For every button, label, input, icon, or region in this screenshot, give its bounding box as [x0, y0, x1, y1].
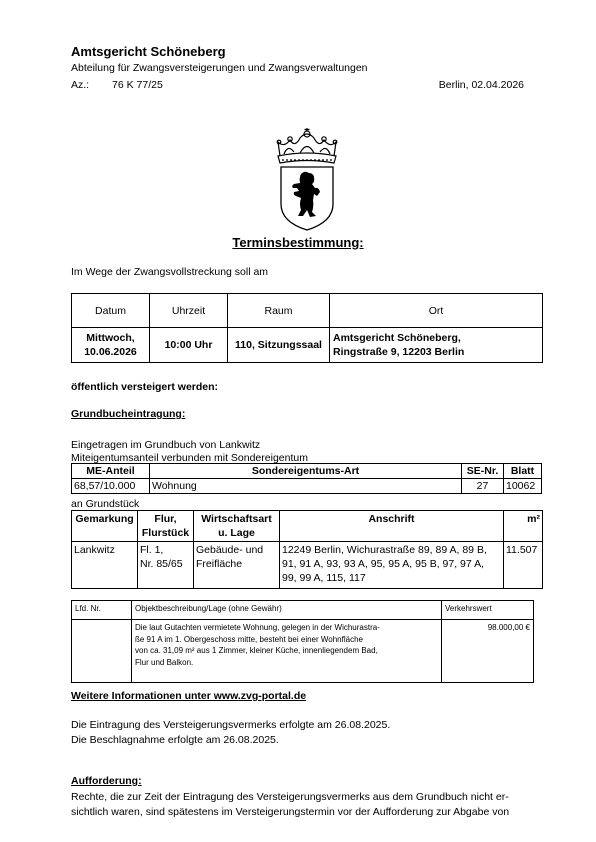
desc-line-1: Die laut Gutachten vermietete Wohnung, gelegen in der Wichurastra-	[135, 623, 380, 632]
an-grundstueck: an Grundstück	[71, 498, 140, 510]
page-title: Terminsbestimmung:	[232, 235, 364, 250]
header-wirt-1: Wirtschaftsart	[201, 513, 272, 525]
appointment-room: 110, Sitzungssaal	[228, 328, 330, 363]
header-flur	[138, 511, 194, 542]
header-wirtschaftsart	[194, 511, 280, 542]
share-table	[71, 463, 542, 494]
header-se-art: Sondereigentums-Art	[150, 464, 462, 479]
desc-line-4: Flur und Balkon.	[135, 657, 194, 667]
blatt: 10062	[504, 479, 542, 494]
header-verkehrswert: Verkehrswert	[442, 601, 534, 620]
plot-header-row	[72, 511, 543, 542]
header-datum: Datum	[72, 294, 150, 328]
desc-line-3: von ca. 31,09 m² aus 1 Zimmer, kleiner Küche, innenliegendem Bad,	[135, 646, 378, 655]
flur-1: Fl. 1,	[140, 544, 164, 556]
area-m2: 11.507	[504, 542, 543, 589]
place-address: Ringstraße 9, 12203 Berlin	[333, 346, 465, 358]
berlin-crest-icon	[272, 126, 342, 232]
appointment-row	[72, 328, 543, 363]
anschrift-2: 91, 91 A, 93, 93 A, 95, 95 A, 95 B, 97, 97 A,	[282, 558, 484, 570]
more-info-link[interactable]: Weitere Informationen unter www.zvg-portal.de	[71, 690, 307, 702]
header-ort: Ort	[330, 294, 543, 328]
share-header-row	[72, 464, 542, 479]
appointment-time: 10:00 Uhr	[150, 328, 228, 363]
object-header-row	[72, 601, 534, 620]
lfd-nr	[72, 620, 132, 683]
object-description	[132, 620, 442, 683]
gemarkung: Lankwitz	[72, 542, 138, 589]
header-raum: Raum	[228, 294, 330, 328]
place-date: Berlin, 02.04.2026	[438, 79, 524, 91]
entry-note-1: Die Eintragung des Versteigerungsvermerks erfolgte am 26.08.2025.	[71, 719, 391, 731]
flurstueck	[138, 542, 194, 589]
case-number	[71, 79, 163, 91]
court-name: Amtsgericht Schöneberg	[71, 44, 226, 59]
se-nr: 27	[462, 479, 504, 494]
se-art: Wohnung	[150, 479, 462, 494]
auction-statement: öffentlich versteigert werden:	[71, 381, 219, 393]
wirtschaftsart	[194, 542, 280, 589]
header-objektbeschreibung: Objektbeschreibung/Lage (ohne Gewähr)	[132, 601, 442, 620]
header-m2: m²	[504, 511, 543, 542]
department: Abteilung für Zwangsversteigerungen und Zwangsverwaltungen	[71, 62, 368, 74]
case-number-label: Az.:	[71, 79, 90, 91]
market-value: 98.000,00 €	[442, 620, 534, 683]
object-row	[72, 620, 534, 683]
anschrift-1: 12249 Berlin, Wichurastraße 89, 89 A, 89 B,	[282, 544, 487, 556]
object-table	[71, 600, 534, 683]
register-line-2: Miteigentumsanteil verbunden mit Sondereigentum	[71, 452, 308, 464]
share-row	[72, 479, 542, 494]
wirt-2: Freifläche	[196, 558, 243, 570]
anschrift	[280, 542, 504, 589]
appointment-date	[72, 328, 150, 363]
plot-table	[71, 510, 543, 589]
aufforderung-line-1: Rechte, die zur Zeit der Eintragung des Versteigerungsvermerks aus dem Grundbuch nicht er-	[71, 791, 509, 803]
register-line-1: Eingetragen im Grundbuch von Lankwitz	[71, 439, 261, 451]
entry-note-2: Die Beschlagnahme erfolgte am 26.08.2025.	[71, 734, 279, 746]
anschrift-3: 99, 99 A, 115, 117	[282, 572, 366, 584]
appointment-table	[71, 293, 543, 363]
date-value: 10.06.2026	[84, 346, 137, 358]
header-flur-1: Flur,	[154, 513, 177, 525]
header-flur-2: Flurstück	[141, 527, 190, 539]
flur-2: Nr. 85/65	[140, 558, 183, 570]
appointment-header-row	[72, 294, 543, 328]
header-me-anteil: ME-Anteil	[72, 464, 150, 479]
aufforderung-line-2: sichtlich waren, sind spätestens im Versteigerungstermin vor der Aufforderung zur Abgabe von	[71, 806, 510, 818]
header-se-nr: SE-Nr.	[462, 464, 504, 479]
date-weekday: Mittwoch,	[86, 332, 135, 344]
header-lfd-nr: Lfd. Nr.	[72, 601, 132, 620]
grundbuch-heading: Grundbucheintragung:	[71, 408, 186, 420]
header-gemarkung: Gemarkung	[72, 511, 138, 542]
header-uhrzeit: Uhrzeit	[150, 294, 228, 328]
case-number-value: 76 K 77/25	[112, 79, 163, 91]
header-blatt: Blatt	[504, 464, 542, 479]
header-anschrift: Anschrift	[280, 511, 504, 542]
desc-line-2: ße 91 A im 1. Obergeschoss mitte, besteht bei einer Wohnfläche	[135, 634, 363, 644]
place-court: Amtsgericht Schöneberg,	[333, 332, 461, 344]
wirt-1: Gebäude- und	[196, 544, 264, 556]
appointment-place	[330, 328, 543, 363]
plot-row	[72, 542, 543, 589]
header-wirt-2: u. Lage	[218, 527, 255, 539]
intro-text: Im Wege der Zwangsvollstreckung soll am	[71, 266, 269, 278]
aufforderung-heading: Aufforderung:	[71, 775, 142, 787]
me-anteil: 68,57/10.000	[72, 479, 150, 494]
